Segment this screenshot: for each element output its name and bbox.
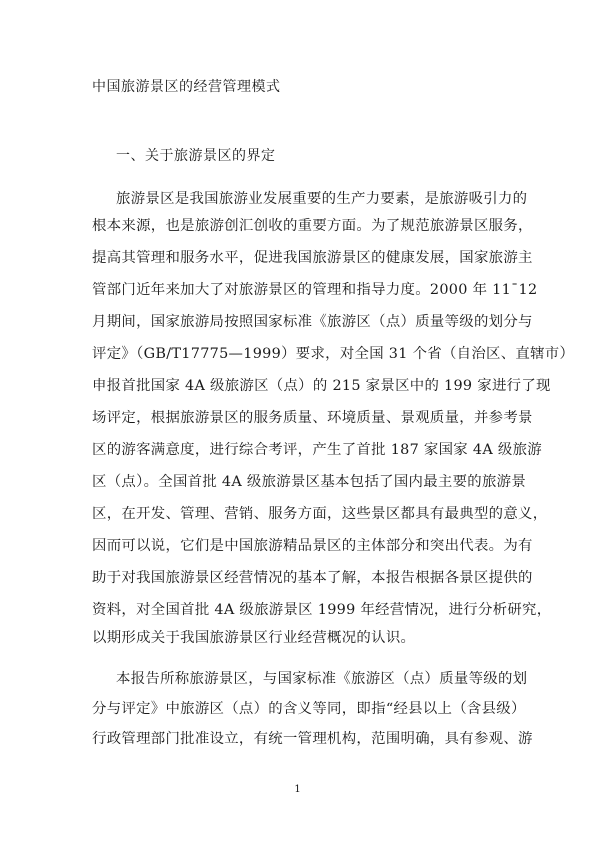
paragraph-line: 场评定，根据旅游景区的服务质量、环境质量、景观质量，并参考景 <box>92 410 533 426</box>
paragraph-line: 因而可以说，它们是中国旅游精品景区的主体部分和突出代表。为有 <box>92 538 533 554</box>
paragraph-line: 行政管理部门批准设立，有统一管理机构，范围明确，具有参观、游 <box>92 731 533 747</box>
paragraph-line: 申报首批国家 4A 级旅游区（点）的 215 家景区中的 199 家进行了现 <box>92 378 551 394</box>
paragraph-line: 区，在开发、管理、营销、服务方面，这些景区都具有最典型的意义， <box>92 506 548 522</box>
paragraph-line: 助于对我国旅游景区经营情况的基本了解，本报告根据各景区提供的 <box>92 570 533 586</box>
paragraph-line: 区的游客满意度，进行综合考评，产生了首批 187 家国家 4A 级旅游 <box>92 442 542 458</box>
document-title: 中国旅游景区的经营管理模式 <box>92 79 281 95</box>
paragraph-line: 本报告所称旅游景区，与国家标准《旅游区（点）质量等级的划 <box>116 671 528 687</box>
paragraph-line: 以期形成关于我国旅游景区行业经营概况的认识。 <box>92 630 416 646</box>
paragraph-line: 区（点）。全国首批 4A 级旅游景区基本包括了国内最主要的旅游景 <box>92 474 527 490</box>
paragraph-line: 分与评定》中旅游区（点）的含义等同，即指“经县以上（含县级） <box>92 701 526 717</box>
paragraph-line: 月期间，国家旅游局按照国家标准《旅游区（点）质量等级的划分与 <box>92 314 533 330</box>
section-heading: 一、关于旅游景区的界定 <box>116 148 276 164</box>
paragraph-line: 管部门近年来加大了对旅游景区的管理和指导力度。2000 年 11¯12 <box>92 282 538 298</box>
paragraph-line: 资料，对全国首批 4A 级旅游景区 1999 年经营情况，进行分析研究， <box>92 602 552 618</box>
paragraph-line: 提高其管理和服务水平，促进我国旅游景区的健康发展，国家旅游主 <box>92 250 533 266</box>
page-number: 1 <box>294 784 301 795</box>
paragraph-line: 旅游景区是我国旅游业发展重要的生产力要素，是旅游吸引力的 <box>116 191 528 207</box>
paragraph-line: 评定》（GB/T17775—1999）要求，对全国 31 个省（自治区、直辖市） <box>92 346 575 362</box>
paragraph-line: 根本来源，也是旅游创汇创收的重要方面。为了规范旅游景区服务， <box>92 218 533 234</box>
